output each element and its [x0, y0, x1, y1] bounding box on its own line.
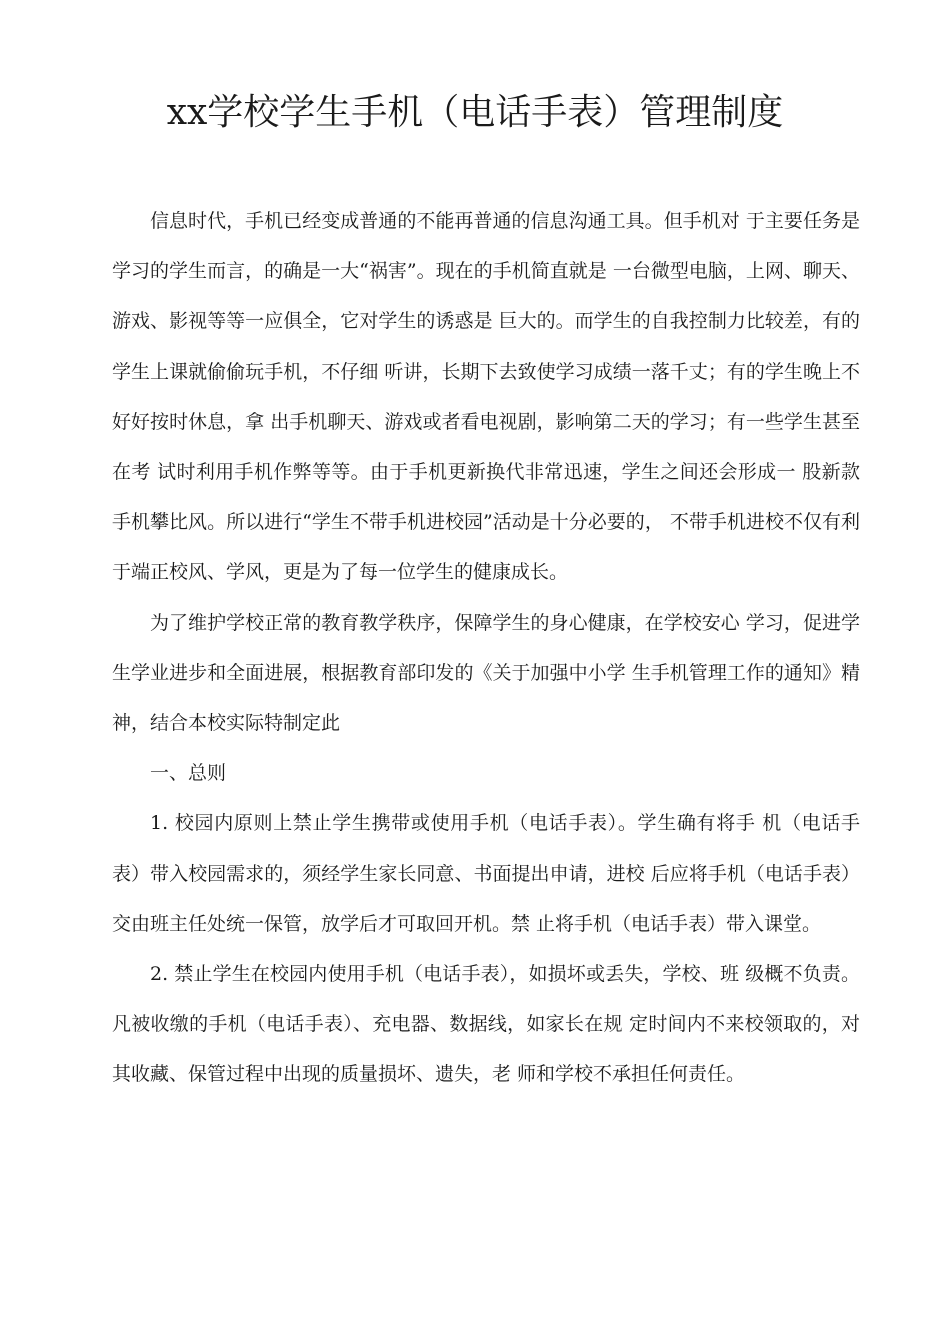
intro-paragraph: 信息时代，手机已经变成普通的不能再普通的信息沟通工具。但手机对 于主要任务是学习的学生而言，的确是一大“祸害”。现在的手机简直就是 一台微型电脑，上网、聊天、游戏、影视等等一应俱全，它对学生的诱惑是 巨大的。而学生的自我控制力比较差，有的学生上课就偷偷玩手机，不仔细 听讲，长期下去致使学习成绩一落千丈；有的学生晚上不好好按时休息，拿 出手机聊天、游戏或者看电视剧，影响第二天的学习；有一些学生甚至在考 试时利用手机作弊等等。由于手机更新换代非常迅速，学生之间还会形成一 股新款手机攀比风。所以进行“学生不带手机进校园”活动是十分必要的， 不带手机进校不仅有利于端正校风、学风，更是为了每一位学生的健康成长。	[112, 210, 860, 584]
purpose-paragraph: 为了维护学校正常的教育教学秩序，保障学生的身心健康，在学校安心 学习，促进学生学业进步和全面进展，根据教育部印发的《关于加强中小学 生手机管理工作的通知》精神，结合本校实际特制定此	[112, 611, 860, 735]
document-body	[112, 196, 860, 1100]
section-heading-general: 一、总则	[150, 762, 227, 785]
rule-item-1: 1. 校园内原则上禁止学生携带或使用手机（电话手表）。学生确有将手 机（电话手表）带入校园需求的，须经学生家长同意、书面提出申请，进校 后应将手机（电话手表）交由班主任处统一保管，放学后才可取回开机。禁 止将手机（电话手表）带入课堂。	[112, 812, 860, 935]
document-title: xx学校学生手机（电话手表）管理制度	[166, 92, 784, 133]
rule-item-2: 2. 禁止学生在校园内使用手机（电话手表），如损坏或丢失，学校、班 级概不负责。凡被收缴的手机（电话手表）、充电器、数据线，如家长在规 定时间内不来校领取的，对其收藏、保管过程中出现的质量损坏、遗失，老 师和学校不承担任何责任。	[112, 963, 860, 1086]
